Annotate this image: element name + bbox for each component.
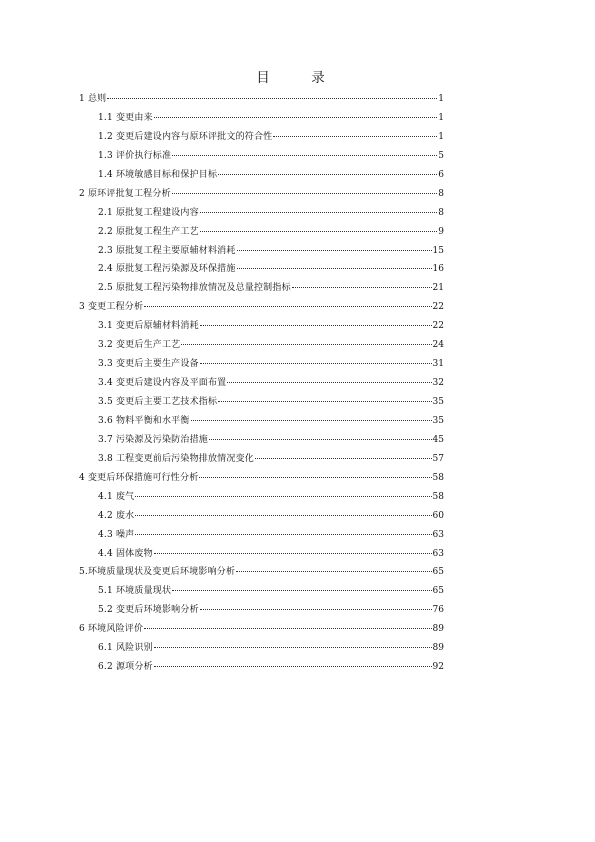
toc-page-number: 6	[438, 169, 444, 180]
toc-section-entry[interactable]	[79, 317, 444, 336]
dot-leader	[237, 268, 432, 269]
dot-leader	[237, 250, 432, 251]
toc-page-number: 31	[432, 359, 444, 370]
toc-entry-title: 4.2 废水	[98, 510, 135, 521]
toc-entry-title: 3.1 变更后原辅材料消耗	[98, 321, 199, 332]
dot-leader	[154, 647, 432, 648]
toc-section-entry[interactable]	[79, 582, 444, 601]
toc-entry-title: 3.8 工程变更前后污染物排放情况变化	[98, 453, 254, 464]
dot-leader	[107, 98, 437, 99]
toc-section-entry[interactable]	[79, 658, 444, 677]
toc-section-entry[interactable]	[79, 507, 444, 526]
toc-section-entry[interactable]	[79, 431, 444, 450]
toc-section-entry[interactable]	[79, 128, 444, 147]
toc-section-entry[interactable]	[79, 204, 444, 223]
dot-leader	[255, 458, 432, 459]
dot-leader	[172, 590, 431, 591]
toc-page-number: 63	[432, 548, 444, 559]
toc-entry-title: 3.2 变更后生产工艺	[98, 340, 181, 351]
toc-entry-title: 2.2 原批复工程生产工艺	[98, 226, 199, 237]
toc-section-entry[interactable]	[79, 374, 444, 393]
toc-entry-title: 3.5 变更后主要工艺技术指标	[98, 397, 218, 407]
toc-page-number: 5	[438, 150, 444, 161]
toc-entry-title: 3.6 物料平衡和水平衡	[98, 415, 190, 426]
toc-entry-title: 2.4 原批复工程污染源及环保措施	[98, 264, 236, 275]
toc-section-entry[interactable]	[79, 450, 444, 469]
toc-entry-title: 2 原环评批复工程分析	[79, 188, 171, 199]
table-of-contents	[79, 90, 444, 677]
toc-section-entry[interactable]	[79, 147, 444, 166]
toc-page-number: 35	[432, 397, 444, 407]
dot-leader	[135, 496, 431, 497]
dot-leader	[236, 571, 431, 572]
toc-chapter-entry[interactable]	[79, 298, 444, 317]
toc-entry-title: 2.3 原批复工程主要原辅材料消耗	[98, 245, 236, 256]
toc-section-entry[interactable]	[79, 355, 444, 374]
toc-section-entry[interactable]	[79, 223, 444, 242]
toc-entry-title: 5.1 环境质量现状	[98, 586, 172, 597]
toc-page-number: 1	[438, 131, 444, 142]
toc-entry-title: 6 环境风险评价	[79, 624, 144, 635]
toc-page-number: 58	[432, 472, 444, 483]
toc-section-entry[interactable]	[79, 545, 444, 564]
toc-entry-title: 5.环境质量现状及变更后环境影响分析	[79, 567, 236, 578]
toc-entry-title: 1 总则	[79, 94, 107, 104]
dot-leader	[172, 155, 437, 156]
dot-leader	[144, 306, 431, 307]
toc-section-entry[interactable]	[79, 279, 444, 298]
toc-page-number: 32	[432, 378, 444, 389]
toc-entry-title: 4.1 废气	[98, 491, 135, 502]
toc-section-entry[interactable]	[79, 639, 444, 658]
dot-leader	[154, 553, 432, 554]
dot-leader	[292, 287, 432, 288]
toc-page-number: 8	[438, 188, 444, 199]
toc-entry-title: 3 变更工程分析	[79, 302, 144, 313]
toc-page-number: 45	[432, 434, 444, 445]
dot-leader	[135, 515, 431, 516]
toc-entry-title: 4 变更后环保措施可行性分析	[79, 472, 199, 483]
dot-leader	[154, 666, 432, 667]
dot-leader	[154, 117, 437, 118]
dot-leader	[200, 231, 437, 232]
toc-entry-title: 2.5 原批复工程污染物排放情况及总量控制指标	[98, 283, 291, 294]
toc-page-number: 8	[438, 207, 444, 218]
toc-chapter-entry[interactable]	[79, 563, 444, 582]
dot-leader	[218, 174, 437, 175]
toc-page-number: 92	[432, 662, 444, 673]
toc-section-entry[interactable]	[79, 166, 444, 185]
toc-section-entry[interactable]	[79, 488, 444, 507]
toc-section-entry[interactable]	[79, 526, 444, 545]
toc-page-number: 1	[438, 94, 444, 104]
toc-entry-title: 1.4 环境敏感目标和保护目标	[98, 169, 218, 180]
dot-leader	[199, 477, 431, 478]
toc-entry-title: 4.4 固体废物	[98, 548, 153, 559]
toc-page-number: 76	[432, 605, 444, 616]
toc-page-number: 16	[432, 264, 444, 275]
toc-page-number: 21	[432, 283, 444, 294]
toc-entry-title: 6.1 风险识别	[98, 643, 153, 654]
toc-page-number: 9	[438, 226, 444, 237]
toc-page-number: 65	[432, 586, 444, 597]
dot-leader	[191, 420, 432, 421]
toc-entry-title: 3.3 变更后主要生产设备	[98, 359, 199, 370]
toc-title: 目 录	[256, 70, 339, 86]
dot-leader	[135, 534, 431, 535]
toc-section-entry[interactable]	[79, 260, 444, 279]
dot-leader	[144, 628, 431, 629]
dot-leader	[181, 344, 431, 345]
toc-section-entry[interactable]	[79, 109, 444, 128]
toc-section-entry[interactable]	[79, 336, 444, 355]
toc-entry-title: 3.7 污染源及污染防治措施	[98, 434, 208, 445]
toc-chapter-entry[interactable]	[79, 469, 444, 488]
toc-entry-title: 1.2 变更后建设内容与原环评批文的符合性	[98, 131, 273, 142]
toc-entry-title: 4.3 噪声	[98, 529, 135, 540]
toc-section-entry[interactable]	[79, 242, 444, 261]
dot-leader	[200, 212, 437, 213]
toc-chapter-entry[interactable]	[79, 185, 444, 204]
toc-page-number: 24	[432, 340, 444, 351]
toc-page-number: 35	[432, 415, 444, 426]
dot-leader	[200, 609, 432, 610]
dot-leader	[227, 382, 431, 383]
toc-section-entry[interactable]	[79, 393, 444, 412]
toc-page-number: 22	[432, 321, 444, 332]
dot-leader	[172, 193, 437, 194]
toc-page-number: 1	[438, 112, 444, 123]
toc-section-entry[interactable]	[79, 601, 444, 620]
toc-page-number: 89	[432, 643, 444, 654]
toc-entry-title: 5.2 变更后环境影响分析	[98, 605, 199, 616]
toc-chapter-entry[interactable]	[79, 620, 444, 639]
dot-leader	[200, 325, 432, 326]
toc-entry-title: 2.1 原批复工程建设内容	[98, 207, 199, 218]
toc-entry-title: 1.1 变更由来	[98, 112, 153, 123]
toc-page-number: 22	[432, 302, 444, 313]
toc-entry-title: 1.3 评价执行标准	[98, 150, 172, 161]
toc-section-entry[interactable]	[79, 412, 444, 431]
toc-page-number: 63	[432, 529, 444, 540]
toc-entry-title: 6.2 源项分析	[98, 662, 153, 673]
dot-leader	[200, 363, 432, 364]
toc-page-number: 57	[432, 453, 444, 464]
toc-page-number: 60	[432, 510, 444, 521]
toc-chapter-entry[interactable]	[79, 90, 444, 109]
dot-leader	[218, 401, 431, 402]
toc-page-number: 58	[432, 491, 444, 502]
toc-page-number: 15	[432, 245, 444, 256]
toc-entry-title: 3.4 变更后建设内容及平面布置	[98, 378, 227, 389]
dot-leader	[273, 136, 437, 137]
dot-leader	[209, 439, 432, 440]
toc-page-number: 65	[432, 567, 444, 578]
toc-page-number: 89	[432, 624, 444, 635]
